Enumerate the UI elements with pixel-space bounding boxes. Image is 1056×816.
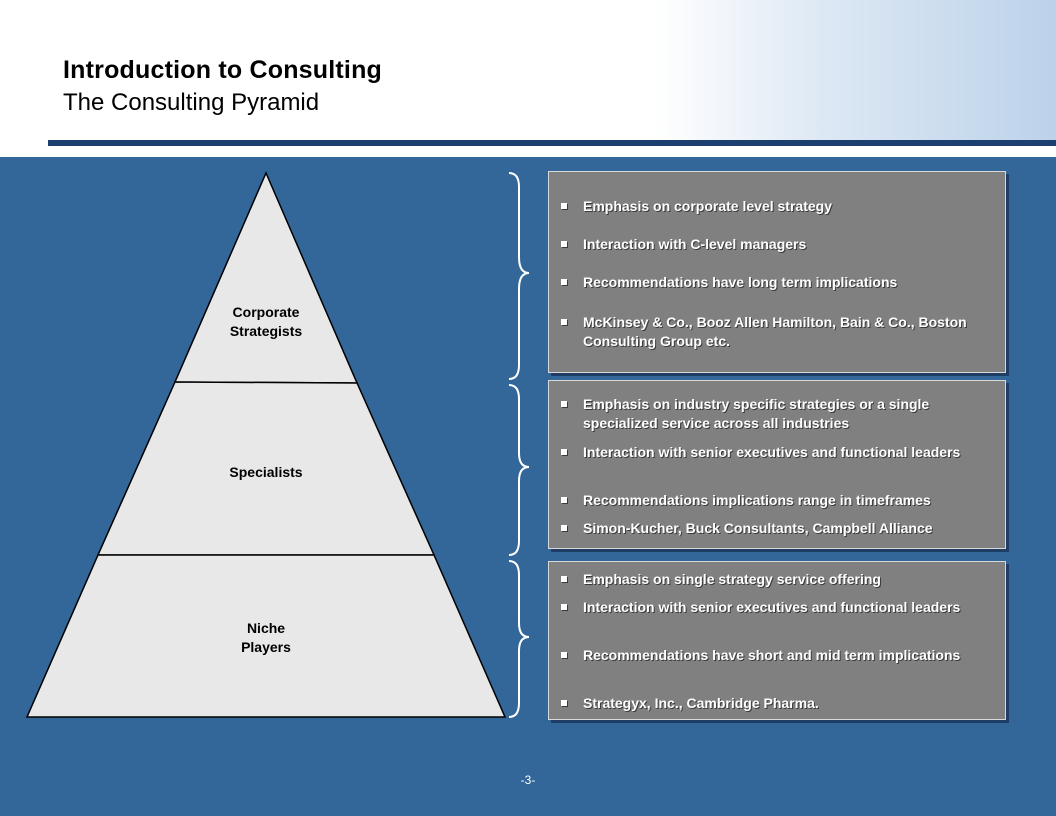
bullet-icon — [561, 449, 567, 455]
list-item: Interaction with senior executives and functional leaders — [561, 598, 993, 617]
bullet-icon — [561, 576, 567, 582]
page-number: -3- — [520, 773, 536, 787]
page-title: Introduction to Consulting — [63, 56, 383, 84]
brace-middle — [509, 385, 529, 555]
list-item: Simon-Kucher, Buck Consultants, Campbell Alliance — [561, 519, 993, 538]
list-item: Emphasis on single strategy service offering — [561, 570, 993, 589]
list-item: Recommendations have long term implications — [561, 273, 993, 292]
bullet-icon — [561, 604, 567, 610]
header-banner — [0, 0, 1056, 140]
list-item: Interaction with senior executives and functional leaders — [561, 443, 993, 462]
bullet-icon — [561, 203, 567, 209]
brace-top — [509, 173, 529, 379]
panel-niche-players — [548, 561, 1006, 720]
list-item: Recommendations have short and mid term implications — [561, 646, 993, 665]
list-item: Emphasis on corporate level strategy — [561, 197, 993, 216]
bullet-icon — [561, 401, 567, 407]
list-item: Interaction with C-level managers — [561, 235, 993, 254]
bullet-icon — [561, 525, 567, 531]
list-item: Emphasis on industry specific strategies or a single specialized service across all industries — [561, 395, 993, 433]
list-item: Strategyx, Inc., Cambridge Pharma. — [561, 694, 993, 713]
panel-specialists — [548, 380, 1006, 549]
bullet-icon — [561, 497, 567, 503]
brace-bottom — [509, 561, 529, 717]
tier-label-niche-players: Niche Players — [241, 620, 291, 655]
pyramid-tier-top — [175, 173, 357, 383]
panel-corporate-strategists — [548, 171, 1006, 373]
page-subtitle: The Consulting Pyramid — [63, 89, 320, 116]
bullet-icon — [561, 652, 567, 658]
bullet-icon — [561, 241, 567, 247]
list-item: McKinsey & Co., Booz Allen Hamilton, Bain & Co., Boston Consulting Group etc. — [561, 313, 993, 351]
bullet-icon — [561, 279, 567, 285]
tier-label-corporate-strategists: Corporate Strategists — [229, 304, 303, 339]
bullet-icon — [561, 319, 567, 325]
bullet-icon — [561, 700, 567, 706]
tier-label-specialists: Specialists — [229, 464, 303, 480]
content-area — [0, 157, 1056, 816]
list-item: Recommendations implications range in timeframes — [561, 491, 993, 510]
header-divider — [48, 140, 1056, 146]
